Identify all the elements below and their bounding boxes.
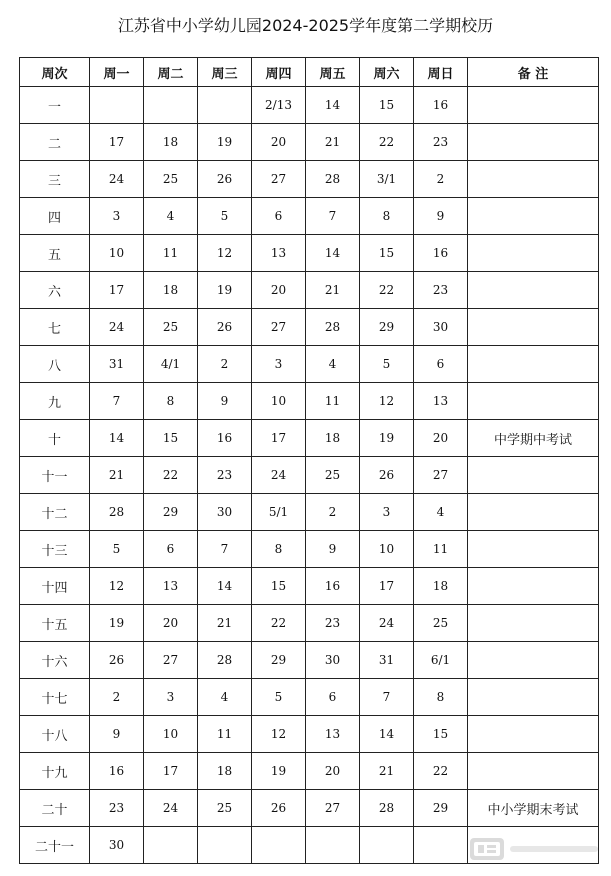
day-cell: 20 bbox=[414, 420, 468, 457]
day-cell: 28 bbox=[90, 494, 144, 531]
day-cell: 19 bbox=[198, 124, 252, 161]
day-cell: 25 bbox=[414, 605, 468, 642]
day-cell: 8 bbox=[414, 679, 468, 716]
day-cell: 31 bbox=[360, 642, 414, 679]
header-mon: 周一 bbox=[90, 58, 144, 87]
day-cell bbox=[144, 827, 198, 864]
day-cell: 2 bbox=[414, 161, 468, 198]
day-cell: 2 bbox=[198, 346, 252, 383]
day-cell: 8 bbox=[252, 531, 306, 568]
week-cell: 十五 bbox=[20, 605, 90, 642]
note-cell bbox=[468, 642, 599, 679]
day-cell: 19 bbox=[360, 420, 414, 457]
day-cell: 26 bbox=[90, 642, 144, 679]
day-cell: 4 bbox=[306, 346, 360, 383]
day-cell: 17 bbox=[90, 272, 144, 309]
day-cell: 30 bbox=[198, 494, 252, 531]
table-row bbox=[20, 124, 599, 161]
day-cell: 14 bbox=[306, 87, 360, 124]
day-cell: 7 bbox=[90, 383, 144, 420]
day-cell: 11 bbox=[144, 235, 198, 272]
day-cell: 7 bbox=[198, 531, 252, 568]
table-row bbox=[20, 420, 599, 457]
day-cell: 29 bbox=[144, 494, 198, 531]
day-cell: 16 bbox=[414, 87, 468, 124]
day-cell: 17 bbox=[90, 124, 144, 161]
day-cell: 18 bbox=[144, 124, 198, 161]
header-week: 周次 bbox=[20, 58, 90, 87]
day-cell: 10 bbox=[360, 531, 414, 568]
week-cell: 十 bbox=[20, 420, 90, 457]
week-cell: 二十 bbox=[20, 790, 90, 827]
day-cell: 30 bbox=[306, 642, 360, 679]
day-cell: 2 bbox=[90, 679, 144, 716]
day-cell: 9 bbox=[90, 716, 144, 753]
day-cell: 4 bbox=[144, 198, 198, 235]
day-cell: 7 bbox=[360, 679, 414, 716]
day-cell: 20 bbox=[252, 124, 306, 161]
table-row bbox=[20, 235, 599, 272]
header-wed: 周三 bbox=[198, 58, 252, 87]
day-cell: 25 bbox=[306, 457, 360, 494]
table-row bbox=[20, 309, 599, 346]
note-cell bbox=[468, 272, 599, 309]
day-cell bbox=[252, 827, 306, 864]
day-cell: 12 bbox=[252, 716, 306, 753]
note-cell bbox=[468, 198, 599, 235]
day-cell: 18 bbox=[414, 568, 468, 605]
day-cell: 10 bbox=[252, 383, 306, 420]
day-cell bbox=[198, 827, 252, 864]
day-cell: 2 bbox=[306, 494, 360, 531]
table-row bbox=[20, 457, 599, 494]
note-cell bbox=[468, 346, 599, 383]
day-cell: 21 bbox=[360, 753, 414, 790]
day-cell: 28 bbox=[198, 642, 252, 679]
note-cell bbox=[468, 494, 599, 531]
day-cell: 17 bbox=[144, 753, 198, 790]
header-fri: 周五 bbox=[306, 58, 360, 87]
note-cell bbox=[468, 87, 599, 124]
day-cell: 3 bbox=[144, 679, 198, 716]
day-cell: 28 bbox=[306, 161, 360, 198]
day-cell: 5 bbox=[252, 679, 306, 716]
day-cell: 16 bbox=[414, 235, 468, 272]
day-cell: 4 bbox=[414, 494, 468, 531]
header-tue: 周二 bbox=[144, 58, 198, 87]
day-cell: 10 bbox=[90, 235, 144, 272]
week-cell: 十六 bbox=[20, 642, 90, 679]
note-cell: 中小学期末考试 bbox=[468, 790, 599, 827]
day-cell: 29 bbox=[252, 642, 306, 679]
day-cell: 9 bbox=[198, 383, 252, 420]
day-cell: 15 bbox=[414, 716, 468, 753]
header-notes: 备 注 bbox=[468, 58, 599, 87]
day-cell: 15 bbox=[360, 235, 414, 272]
day-cell: 20 bbox=[144, 605, 198, 642]
day-cell: 16 bbox=[198, 420, 252, 457]
week-cell: 七 bbox=[20, 309, 90, 346]
day-cell: 14 bbox=[90, 420, 144, 457]
table-row bbox=[20, 790, 599, 827]
day-cell: 20 bbox=[306, 753, 360, 790]
day-cell: 5 bbox=[198, 198, 252, 235]
day-cell: 5/1 bbox=[252, 494, 306, 531]
day-cell: 27 bbox=[252, 161, 306, 198]
week-cell: 二 bbox=[20, 124, 90, 161]
note-cell bbox=[468, 753, 599, 790]
table-row bbox=[20, 161, 599, 198]
day-cell: 12 bbox=[198, 235, 252, 272]
table-row bbox=[20, 679, 599, 716]
day-cell: 19 bbox=[198, 272, 252, 309]
note-cell bbox=[468, 716, 599, 753]
day-cell: 26 bbox=[252, 790, 306, 827]
day-cell: 26 bbox=[198, 161, 252, 198]
day-cell: 13 bbox=[144, 568, 198, 605]
week-cell: 十四 bbox=[20, 568, 90, 605]
day-cell: 28 bbox=[306, 309, 360, 346]
day-cell: 12 bbox=[90, 568, 144, 605]
day-cell: 15 bbox=[252, 568, 306, 605]
day-cell: 18 bbox=[306, 420, 360, 457]
day-cell: 28 bbox=[360, 790, 414, 827]
table-row bbox=[20, 716, 599, 753]
day-cell: 16 bbox=[306, 568, 360, 605]
day-cell bbox=[360, 827, 414, 864]
header-thu: 周四 bbox=[252, 58, 306, 87]
table-row bbox=[20, 531, 599, 568]
day-cell: 16 bbox=[90, 753, 144, 790]
day-cell: 14 bbox=[198, 568, 252, 605]
note-cell bbox=[468, 531, 599, 568]
note-cell bbox=[468, 161, 599, 198]
table-row bbox=[20, 494, 599, 531]
day-cell: 24 bbox=[144, 790, 198, 827]
day-cell: 14 bbox=[360, 716, 414, 753]
day-cell: 21 bbox=[306, 124, 360, 161]
day-cell: 6 bbox=[252, 198, 306, 235]
day-cell: 13 bbox=[306, 716, 360, 753]
table-row bbox=[20, 272, 599, 309]
day-cell: 30 bbox=[414, 309, 468, 346]
day-cell bbox=[144, 87, 198, 124]
day-cell: 3/1 bbox=[360, 161, 414, 198]
day-cell: 3 bbox=[90, 198, 144, 235]
page-title: 江苏省中小学幼儿园2024-2025学年度第二学期校历 bbox=[117, 16, 494, 35]
day-cell: 11 bbox=[306, 383, 360, 420]
header-row bbox=[20, 58, 599, 87]
note-cell bbox=[468, 124, 599, 161]
day-cell: 18 bbox=[198, 753, 252, 790]
note-cell bbox=[468, 235, 599, 272]
day-cell: 8 bbox=[144, 383, 198, 420]
day-cell: 6 bbox=[306, 679, 360, 716]
day-cell: 24 bbox=[252, 457, 306, 494]
table-row bbox=[20, 753, 599, 790]
week-cell: 五 bbox=[20, 235, 90, 272]
day-cell: 29 bbox=[360, 309, 414, 346]
day-cell: 17 bbox=[252, 420, 306, 457]
day-cell: 13 bbox=[414, 383, 468, 420]
watermark-logo bbox=[468, 834, 602, 864]
day-cell: 4 bbox=[198, 679, 252, 716]
day-cell: 23 bbox=[198, 457, 252, 494]
school-calendar-table bbox=[19, 57, 599, 864]
week-cell: 八 bbox=[20, 346, 90, 383]
day-cell: 15 bbox=[360, 87, 414, 124]
day-cell: 23 bbox=[414, 272, 468, 309]
day-cell: 9 bbox=[414, 198, 468, 235]
day-cell bbox=[90, 87, 144, 124]
table-row bbox=[20, 198, 599, 235]
day-cell: 26 bbox=[198, 309, 252, 346]
day-cell: 15 bbox=[144, 420, 198, 457]
day-cell: 22 bbox=[360, 272, 414, 309]
day-cell: 4/1 bbox=[144, 346, 198, 383]
day-cell: 24 bbox=[90, 161, 144, 198]
day-cell: 14 bbox=[306, 235, 360, 272]
day-cell: 3 bbox=[360, 494, 414, 531]
note-cell: 中学期中考试 bbox=[468, 420, 599, 457]
day-cell: 11 bbox=[414, 531, 468, 568]
day-cell: 17 bbox=[360, 568, 414, 605]
week-cell: 十二 bbox=[20, 494, 90, 531]
day-cell: 12 bbox=[360, 383, 414, 420]
note-cell bbox=[468, 383, 599, 420]
week-cell: 六 bbox=[20, 272, 90, 309]
day-cell: 30 bbox=[90, 827, 144, 864]
week-cell: 九 bbox=[20, 383, 90, 420]
week-cell: 三 bbox=[20, 161, 90, 198]
day-cell: 23 bbox=[90, 790, 144, 827]
table-row bbox=[20, 568, 599, 605]
day-cell: 25 bbox=[144, 161, 198, 198]
table-row bbox=[20, 642, 599, 679]
day-cell: 23 bbox=[414, 124, 468, 161]
day-cell: 24 bbox=[90, 309, 144, 346]
day-cell: 19 bbox=[252, 753, 306, 790]
table-row bbox=[20, 383, 599, 420]
note-cell bbox=[468, 679, 599, 716]
week-cell: 四 bbox=[20, 198, 90, 235]
week-cell: 二十一 bbox=[20, 827, 90, 864]
day-cell: 5 bbox=[90, 531, 144, 568]
week-cell: 十一 bbox=[20, 457, 90, 494]
note-cell bbox=[468, 309, 599, 346]
day-cell: 22 bbox=[414, 753, 468, 790]
day-cell: 29 bbox=[414, 790, 468, 827]
header-sun: 周日 bbox=[414, 58, 468, 87]
day-cell: 18 bbox=[144, 272, 198, 309]
day-cell: 7 bbox=[306, 198, 360, 235]
day-cell: 11 bbox=[198, 716, 252, 753]
day-cell bbox=[198, 87, 252, 124]
day-cell: 6 bbox=[144, 531, 198, 568]
day-cell: 25 bbox=[198, 790, 252, 827]
day-cell bbox=[414, 827, 468, 864]
note-cell bbox=[468, 457, 599, 494]
day-cell: 23 bbox=[306, 605, 360, 642]
day-cell: 21 bbox=[306, 272, 360, 309]
week-cell: 十九 bbox=[20, 753, 90, 790]
day-cell: 2/13 bbox=[252, 87, 306, 124]
table-row bbox=[20, 87, 599, 124]
week-cell: 十三 bbox=[20, 531, 90, 568]
week-cell: 十七 bbox=[20, 679, 90, 716]
day-cell: 21 bbox=[198, 605, 252, 642]
week-cell: 一 bbox=[20, 87, 90, 124]
table-row bbox=[20, 346, 599, 383]
day-cell: 6/1 bbox=[414, 642, 468, 679]
day-cell: 21 bbox=[90, 457, 144, 494]
day-cell: 19 bbox=[90, 605, 144, 642]
day-cell: 25 bbox=[144, 309, 198, 346]
day-cell: 31 bbox=[90, 346, 144, 383]
day-cell: 27 bbox=[414, 457, 468, 494]
day-cell: 8 bbox=[360, 198, 414, 235]
day-cell: 5 bbox=[360, 346, 414, 383]
day-cell: 22 bbox=[252, 605, 306, 642]
day-cell: 10 bbox=[144, 716, 198, 753]
note-cell bbox=[468, 568, 599, 605]
day-cell: 27 bbox=[306, 790, 360, 827]
header-sat: 周六 bbox=[360, 58, 414, 87]
day-cell: 22 bbox=[360, 124, 414, 161]
note-cell bbox=[468, 605, 599, 642]
day-cell: 24 bbox=[360, 605, 414, 642]
day-cell: 22 bbox=[144, 457, 198, 494]
week-cell: 十八 bbox=[20, 716, 90, 753]
day-cell bbox=[306, 827, 360, 864]
day-cell: 26 bbox=[360, 457, 414, 494]
day-cell: 9 bbox=[306, 531, 360, 568]
day-cell: 27 bbox=[144, 642, 198, 679]
day-cell: 20 bbox=[252, 272, 306, 309]
day-cell: 13 bbox=[252, 235, 306, 272]
day-cell: 27 bbox=[252, 309, 306, 346]
day-cell: 6 bbox=[414, 346, 468, 383]
day-cell: 3 bbox=[252, 346, 306, 383]
table-row bbox=[20, 605, 599, 642]
